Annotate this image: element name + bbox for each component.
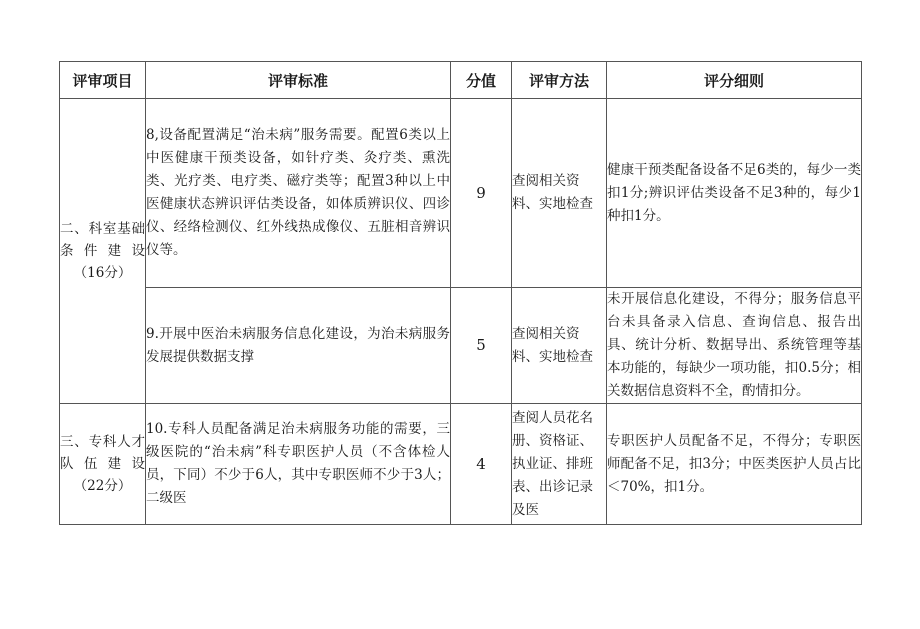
score-cell: 4 bbox=[451, 404, 512, 525]
header-standard: 评审标准 bbox=[146, 62, 451, 99]
evaluation-table bbox=[59, 61, 862, 525]
header-score: 分值 bbox=[451, 62, 512, 99]
review-item-name: 三、专科人才队伍建设 bbox=[60, 434, 145, 472]
detail-cell: 专职医护人员配备不足，不得分；专职医师配备不足，扣3分；中医类医护人员占比＜70%，扣1分。 bbox=[607, 404, 862, 525]
standard-cell: 8,设备配置满足“治未病”服务需要。配置6类以上中医健康干预类设备，如针疗类、灸疗类、熏洗类、光疗类、电疗类、磁疗类等；配置3种以上中医健康状态辨识评估类设备，如体质辨识仪、四诊仪、经络检测仪、红外线热成像仪、五脏相音辨识仪等。 bbox=[146, 99, 451, 288]
header-detail: 评分细则 bbox=[607, 62, 862, 99]
header-method: 评审方法 bbox=[512, 62, 607, 99]
detail-cell: 健康干预类配备设备不足6类的，每少一类扣1分;辨识评估类设备不足3种的，每少1种扣1分。 bbox=[607, 99, 862, 288]
review-item-name: 二、科室基础条件建设 bbox=[60, 221, 145, 259]
standard-cell: 10.专科人员配备满足治未病服务功能的需要，三级医院的“治未病”科专职医护人员（不含体检人员，下同）不少于6人，其中专职医师不少于3人；二级医 bbox=[146, 404, 451, 525]
header-item: 评审项目 bbox=[60, 62, 146, 99]
method-cell: 查阅相关资料、实地检查 bbox=[512, 99, 607, 288]
standard-cell: 9.开展中医治未病服务信息化建设，为治未病服务发展提供数据支撑 bbox=[146, 288, 451, 404]
review-item-cell bbox=[60, 404, 146, 525]
method-cell: 查阅人员花名册、资格证、执业证、排班表、出诊记录及医 bbox=[512, 404, 607, 525]
header-row bbox=[60, 62, 862, 99]
method-cell: 查阅相关资料、实地检查 bbox=[512, 288, 607, 404]
review-item-points: （22分） bbox=[73, 478, 132, 494]
table-row bbox=[60, 99, 862, 288]
review-item-points: （16分） bbox=[73, 265, 132, 281]
score-cell: 5 bbox=[451, 288, 512, 404]
detail-cell: 未开展信息化建设，不得分；服务信息平台未具备录入信息、查询信息、报告出具、统计分析、数据导出、系统管理等基本功能的，每缺少一项功能，扣0.5分；相关数据信息资料不全，酌情扣分。 bbox=[607, 288, 862, 404]
review-item-cell bbox=[60, 99, 146, 404]
score-cell: 9 bbox=[451, 99, 512, 288]
table-row bbox=[60, 288, 862, 404]
table-row bbox=[60, 404, 862, 525]
